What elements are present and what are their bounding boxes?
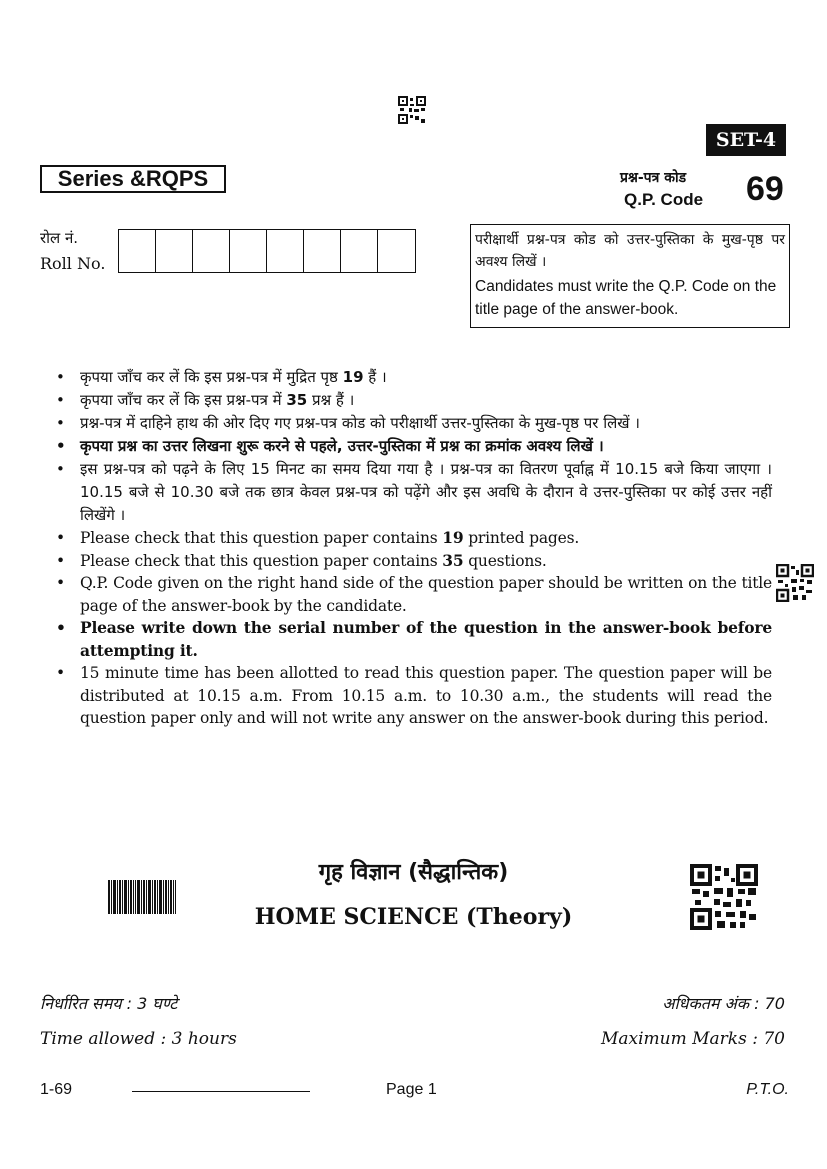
roll-digit-box[interactable]: [378, 230, 415, 272]
roll-digit-box[interactable]: [341, 230, 378, 272]
subject-title-hi: गृह विज्ञान (सैद्धान्तिक): [318, 860, 509, 885]
roll-digit-box[interactable]: [156, 230, 193, 272]
roll-label-en: Roll No.: [40, 254, 106, 273]
qp-code-value: 69: [746, 170, 784, 208]
instruction-item-en: • Please write down the serial number of the question in the answer-book before attempting it.: [52, 617, 772, 662]
qp-code-label-hi: प्रश्न-पत्र कोड: [620, 170, 687, 186]
qp-code-notice: [470, 224, 790, 328]
time-allowed-hi: निर्धारित समय : 3 घण्टे: [40, 994, 178, 1013]
roll-digit-box[interactable]: [304, 230, 341, 272]
max-marks-hi: अधिकतम अंक : 70: [662, 994, 785, 1013]
instruction-item-en: • Please check that this question paper contains 19 printed pages.: [52, 527, 772, 550]
notice-text-hi: परीक्षार्थी प्रश्न-पत्र कोड को उत्तर-पुस्तिका के मुख-पृष्ठ पर अवश्य लिखें ।: [475, 232, 785, 270]
qr-code-icon: [776, 564, 814, 602]
max-marks-en: Maximum Marks : 70: [600, 1029, 785, 1049]
roll-digit-box[interactable]: [267, 230, 304, 272]
footer-divider: [132, 1091, 310, 1092]
roll-number-boxes[interactable]: [118, 229, 416, 273]
instruction-item-hi: • इस प्रश्न-पत्र को पढ़ने के लिए 15 मिनट का समय दिया गया है । प्रश्न-पत्र का वितरण पूर्वाह्न में 10.15 बजे किया जाएगा । 10.15 बजे से 10.30 बजे तक छात्र केवल प्रश्न-पत्र को पढ़ेंगे और इस अवधि के दौरान वे उत्तर-पुस्तिका पर कोई उत्तर नहीं लिखेंगे ।: [52, 458, 772, 527]
subject-title-en: HOME SCIENCE (Theory): [254, 904, 573, 930]
instruction-item-hi: • कृपया जाँच कर लें कि इस प्रश्न-पत्र में मुद्रित पृष्ठ 19 हैं ।: [52, 366, 772, 389]
series-label: Series &RQPS: [40, 165, 226, 193]
qp-code-label-en: Q.P. Code: [624, 190, 704, 209]
roll-label-hi: रोल नं.: [40, 229, 79, 247]
footer-page-number: Page 1: [386, 1081, 437, 1098]
set-badge: SET-4: [706, 124, 786, 156]
instructions-list: [52, 366, 772, 730]
roll-digit-box[interactable]: [193, 230, 230, 272]
footer-pto: P.T.O.: [746, 1081, 789, 1098]
instruction-item-hi: • कृपया जाँच कर लें कि इस प्रश्न-पत्र में 35 प्रश्न हैं ।: [52, 389, 772, 412]
instruction-item-en: • Please check that this question paper contains 35 questions.: [52, 550, 772, 573]
instruction-item-en: • 15 minute time has been allotted to read this question paper. The question paper will be distributed at 10.15 a.m. From 10.15 a.m. to 10.30 a.m., the students will read the question paper only and will not write any answer on the answer-book during this period.: [52, 662, 772, 730]
footer-paper-code: 1-69: [40, 1081, 73, 1098]
roll-digit-box[interactable]: [230, 230, 267, 272]
instruction-item-en: • Q.P. Code given on the right hand side of the question paper should be written on the title page of the answer-book by the candidate.: [52, 572, 772, 617]
qr-code-icon: [398, 96, 426, 124]
time-allowed-en: Time allowed : 3 hours: [40, 1029, 237, 1049]
instruction-item-hi: • प्रश्न-पत्र में दाहिने हाथ की ओर दिए गए प्रश्न-पत्र कोड को परीक्षार्थी उत्तर-पुस्तिका के मुख-पृष्ठ पर लिखें ।: [52, 412, 772, 435]
instruction-item-hi: • कृपया प्रश्न का उत्तर लिखना शुरू करने से पहले, उत्तर-पुस्तिका में प्रश्न का क्रमांक अवश्य लिखें ।: [52, 435, 772, 458]
qr-code-icon: [690, 864, 758, 930]
roll-digit-box[interactable]: [119, 230, 156, 272]
notice-text-en: Candidates must write the Q.P. Code on the title page of the answer-book.: [475, 278, 777, 318]
